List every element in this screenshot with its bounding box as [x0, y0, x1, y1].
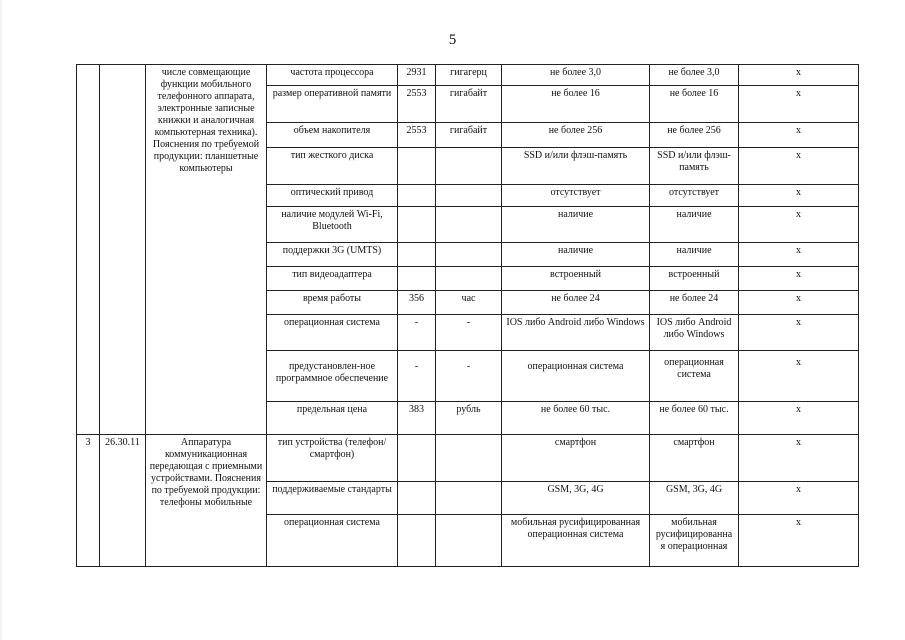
- characteristic-cell: оптический привод: [267, 185, 398, 207]
- unit-cell: [436, 185, 502, 207]
- unit-cell: -: [436, 315, 502, 351]
- value-cell: не более 16: [502, 86, 650, 123]
- value-cell: GSM, 3G, 4G: [502, 482, 650, 515]
- okei-code-cell: -: [398, 315, 436, 351]
- value-cell-2: SSD и/или флэш-память: [650, 148, 739, 185]
- row-number-cell: [77, 65, 100, 435]
- okpd-code-cell: 26.30.11: [100, 435, 146, 567]
- value-cell: не более 24: [502, 291, 650, 315]
- mark-cell: х: [739, 123, 859, 148]
- mark-cell: х: [739, 267, 859, 291]
- characteristic-cell: тип устройства (телефон/смартфон): [267, 435, 398, 482]
- value-cell: отсутствует: [502, 185, 650, 207]
- value-cell: операционная система: [502, 351, 650, 402]
- value-cell-2: операционная система: [650, 351, 739, 402]
- okei-code-cell: [398, 515, 436, 567]
- value-cell-2: не более 24: [650, 291, 739, 315]
- mark-cell: х: [739, 185, 859, 207]
- specification-table: [76, 64, 859, 567]
- characteristic-cell: наличие модулей Wi-Fi, Bluetooth: [267, 207, 398, 243]
- mark-cell: х: [739, 291, 859, 315]
- characteristic-cell: предельная цена: [267, 402, 398, 435]
- value-cell-2: отсутствует: [650, 185, 739, 207]
- okei-code-cell: -: [398, 351, 436, 402]
- okei-code-cell: 383: [398, 402, 436, 435]
- unit-cell: гигагерц: [436, 65, 502, 86]
- unit-cell: гигабайт: [436, 86, 502, 123]
- product-description: Аппаратура коммуникационная передающая с приемными устройствами. Пояснения по требуемой продукции: телефоны мобильные: [146, 435, 267, 567]
- characteristic-cell: размер оперативной памяти: [267, 86, 398, 123]
- okei-code-cell: [398, 148, 436, 185]
- characteristic-cell: поддержки 3G (UMTS): [267, 243, 398, 267]
- value-cell-2: не более 60 тыс.: [650, 402, 739, 435]
- unit-cell: [436, 435, 502, 482]
- unit-cell: час: [436, 291, 502, 315]
- value-cell: мобильная русифицированная операционная система: [502, 515, 650, 567]
- mark-cell: х: [739, 148, 859, 185]
- unit-cell: -: [436, 351, 502, 402]
- characteristic-cell: тип жесткого диска: [267, 148, 398, 185]
- okei-code-cell: [398, 267, 436, 291]
- mark-cell: х: [739, 243, 859, 267]
- okei-code-cell: [398, 243, 436, 267]
- value-cell-2: встроенный: [650, 267, 739, 291]
- characteristic-cell: операционная система: [267, 315, 398, 351]
- mark-cell: х: [739, 315, 859, 351]
- value-cell-2: GSM, 3G, 4G: [650, 482, 739, 515]
- value-cell: встроенный: [502, 267, 650, 291]
- unit-cell: [436, 148, 502, 185]
- mark-cell: х: [739, 86, 859, 123]
- okei-code-cell: 2553: [398, 123, 436, 148]
- mark-cell: х: [739, 435, 859, 482]
- unit-cell: [436, 243, 502, 267]
- unit-cell: [436, 207, 502, 243]
- value-cell: смартфон: [502, 435, 650, 482]
- okei-code-cell: [398, 207, 436, 243]
- product-description: числе совмещающие функции мобильного телефонного аппарата, электронные записные книжки и аналогичная компьютерная техника). Пояснения по требуемой продукции: планшетные компьютеры: [146, 65, 267, 435]
- value-cell: не более 60 тыс.: [502, 402, 650, 435]
- unit-cell: рубль: [436, 402, 502, 435]
- value-cell: наличие: [502, 207, 650, 243]
- table-row: [77, 435, 859, 482]
- characteristic-cell: поддерживаемые стандарты: [267, 482, 398, 515]
- table-row: [77, 65, 859, 86]
- mark-cell: х: [739, 515, 859, 567]
- mark-cell: х: [739, 482, 859, 515]
- unit-cell: [436, 515, 502, 567]
- unit-cell: гигабайт: [436, 123, 502, 148]
- value-cell: IOS либо Android либо Windows: [502, 315, 650, 351]
- value-cell-2: наличие: [650, 207, 739, 243]
- value-cell-2: не более 3,0: [650, 65, 739, 86]
- okei-code-cell: [398, 482, 436, 515]
- characteristic-cell: предустановлен-ное программное обеспечение: [267, 351, 398, 402]
- okei-code-cell: [398, 185, 436, 207]
- value-cell-2: мобильная русифицированна я операционная: [650, 515, 739, 567]
- characteristic-cell: операционная система: [267, 515, 398, 567]
- value-cell: SSD и/или флэш-память: [502, 148, 650, 185]
- page-number: 5: [448, 32, 457, 48]
- mark-cell: х: [739, 351, 859, 402]
- okei-code-cell: 356: [398, 291, 436, 315]
- value-cell-2: не более 16: [650, 86, 739, 123]
- okei-code-cell: [398, 435, 436, 482]
- value-cell: не более 256: [502, 123, 650, 148]
- mark-cell: х: [739, 402, 859, 435]
- value-cell-2: смартфон: [650, 435, 739, 482]
- value-cell-2: не более 256: [650, 123, 739, 148]
- characteristic-cell: тип видеоадаптера: [267, 267, 398, 291]
- characteristic-cell: частота процессора: [267, 65, 398, 86]
- characteristic-cell: объем накопителя: [267, 123, 398, 148]
- value-cell: не более 3,0: [502, 65, 650, 86]
- mark-cell: х: [739, 207, 859, 243]
- value-cell-2: IOS либо Android либо Windows: [650, 315, 739, 351]
- unit-cell: [436, 482, 502, 515]
- okei-code-cell: 2931: [398, 65, 436, 86]
- scan-edge: [0, 0, 2, 640]
- value-cell-2: наличие: [650, 243, 739, 267]
- okei-code-cell: 2553: [398, 86, 436, 123]
- okpd-code-cell: [100, 65, 146, 435]
- characteristic-cell: время работы: [267, 291, 398, 315]
- unit-cell: [436, 267, 502, 291]
- mark-cell: х: [739, 65, 859, 86]
- row-number-cell: 3: [77, 435, 100, 567]
- value-cell: наличие: [502, 243, 650, 267]
